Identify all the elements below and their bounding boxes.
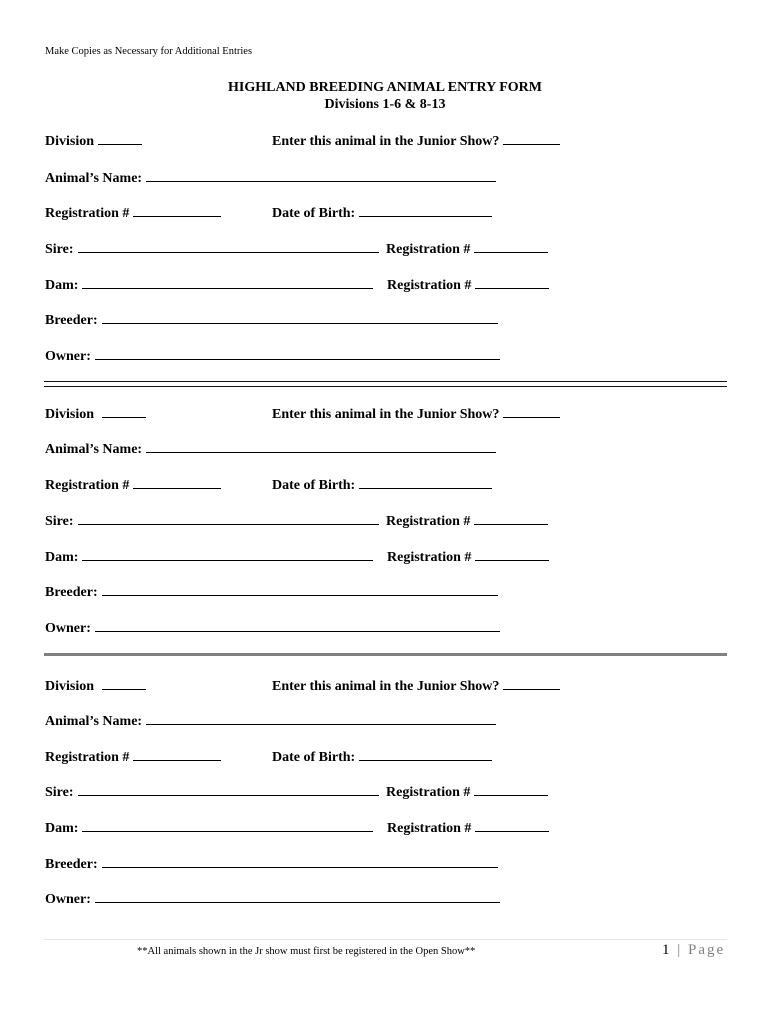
owner-label: Owner:	[45, 349, 91, 364]
footer-note: **All animals shown in the Jr show must first be registered in the Open Show**	[137, 946, 476, 957]
owner-label: Owner:	[45, 621, 91, 636]
sire-field[interactable]	[78, 512, 379, 525]
dam-registration-label: Registration #	[387, 278, 472, 293]
sire-row	[45, 240, 379, 258]
animal-name-label: Animal’s Name:	[45, 714, 143, 729]
dam-row	[45, 548, 373, 566]
sire-field[interactable]	[78, 240, 379, 253]
breeder-label: Breeder:	[45, 857, 98, 872]
division-label: Division	[45, 679, 95, 694]
page-number-separator: |	[671, 942, 689, 958]
animal-name-row	[45, 712, 496, 730]
breeder-row	[45, 583, 498, 601]
dob-label: Date of Birth:	[272, 206, 356, 221]
sire-row	[45, 783, 379, 801]
dam-registration-label: Registration #	[387, 550, 472, 565]
breeder-label: Breeder:	[45, 313, 98, 328]
page-number	[662, 942, 725, 959]
owner-label: Owner:	[45, 892, 91, 907]
breeder-field[interactable]	[102, 583, 498, 596]
division-field[interactable]	[102, 405, 146, 418]
sire-registration-label: Registration #	[386, 242, 471, 257]
registration-label: Registration #	[45, 206, 130, 221]
footer-rule	[44, 939, 727, 940]
sire-registration-label: Registration #	[386, 514, 471, 529]
animal-name-row	[45, 440, 496, 458]
breeder-row	[45, 311, 498, 329]
junior-show-field[interactable]	[503, 405, 560, 418]
dob-field[interactable]	[359, 476, 492, 489]
animal-name-row	[45, 169, 496, 187]
division-label: Division	[45, 134, 95, 149]
division-field[interactable]	[98, 132, 142, 145]
dob-field[interactable]	[359, 748, 492, 761]
sire-registration-field[interactable]	[474, 512, 548, 525]
dam-field[interactable]	[82, 819, 373, 832]
sire-registration-row	[386, 783, 548, 801]
division-field[interactable]	[102, 677, 146, 690]
dam-registration-row	[387, 276, 549, 294]
owner-row	[45, 890, 500, 908]
junior-show-row	[272, 677, 560, 695]
junior-show-label: Enter this animal in the Junior Show?	[272, 407, 500, 422]
registration-row	[45, 476, 221, 494]
sire-row	[45, 512, 379, 530]
sire-label: Sire:	[45, 785, 74, 800]
dam-registration-field[interactable]	[475, 276, 549, 289]
breeder-row	[45, 855, 498, 873]
sire-registration-label: Registration #	[386, 785, 471, 800]
division-label: Division	[45, 407, 95, 422]
division-row	[45, 405, 146, 423]
division-row	[45, 677, 146, 695]
animal-name-label: Animal’s Name:	[45, 442, 143, 457]
sire-registration-field[interactable]	[474, 783, 548, 796]
dam-label: Dam:	[45, 821, 79, 836]
sire-field[interactable]	[78, 783, 379, 796]
breeder-field[interactable]	[102, 311, 498, 324]
section-divider-1	[44, 381, 727, 387]
breeder-label: Breeder:	[45, 585, 98, 600]
form-title-block	[0, 79, 770, 113]
dob-row	[272, 476, 492, 494]
junior-show-row	[272, 405, 560, 423]
registration-label: Registration #	[45, 750, 130, 765]
dam-registration-field[interactable]	[475, 819, 549, 832]
owner-field[interactable]	[95, 347, 500, 360]
registration-label: Registration #	[45, 478, 130, 493]
owner-row	[45, 347, 500, 365]
section-divider-2	[44, 653, 727, 656]
dob-row	[272, 204, 492, 222]
dam-registration-field[interactable]	[475, 548, 549, 561]
sire-registration-row	[386, 240, 548, 258]
breeder-field[interactable]	[102, 855, 498, 868]
header-note: Make Copies as Necessary for Additional Entries	[45, 46, 253, 57]
sire-registration-row	[386, 512, 548, 530]
registration-field[interactable]	[133, 204, 221, 217]
division-row	[45, 132, 142, 150]
registration-row	[45, 204, 221, 222]
junior-show-label: Enter this animal in the Junior Show?	[272, 679, 500, 694]
junior-show-field[interactable]	[503, 132, 560, 145]
dob-label: Date of Birth:	[272, 750, 356, 765]
junior-show-field[interactable]	[503, 677, 560, 690]
dam-field[interactable]	[82, 276, 373, 289]
dob-row	[272, 748, 492, 766]
dam-registration-label: Registration #	[387, 821, 472, 836]
owner-row	[45, 619, 500, 637]
registration-row	[45, 748, 221, 766]
owner-field[interactable]	[95, 619, 500, 632]
dam-registration-row	[387, 819, 549, 837]
dob-label: Date of Birth:	[272, 478, 356, 493]
registration-field[interactable]	[133, 748, 221, 761]
dam-label: Dam:	[45, 550, 79, 565]
animal-name-field[interactable]	[146, 169, 496, 182]
sire-registration-field[interactable]	[474, 240, 548, 253]
junior-show-label: Enter this animal in the Junior Show?	[272, 134, 500, 149]
animal-name-label: Animal’s Name:	[45, 171, 143, 186]
dam-row	[45, 819, 373, 837]
form-title: HIGHLAND BREEDING ANIMAL ENTRY FORM	[227, 80, 542, 95]
dam-field[interactable]	[82, 548, 373, 561]
dob-field[interactable]	[359, 204, 492, 217]
animal-name-field[interactable]	[146, 712, 496, 725]
registration-field[interactable]	[133, 476, 221, 489]
junior-show-row	[272, 132, 560, 150]
page-word: Page	[688, 942, 726, 958]
page-number-value: 1	[662, 942, 672, 958]
owner-field[interactable]	[95, 890, 500, 903]
dam-registration-row	[387, 548, 549, 566]
dam-label: Dam:	[45, 278, 79, 293]
sire-label: Sire:	[45, 514, 74, 529]
form-subtitle: Divisions 1-6 & 8-13	[324, 97, 446, 112]
dam-row	[45, 276, 373, 294]
sire-label: Sire:	[45, 242, 74, 257]
animal-name-field[interactable]	[146, 440, 496, 453]
